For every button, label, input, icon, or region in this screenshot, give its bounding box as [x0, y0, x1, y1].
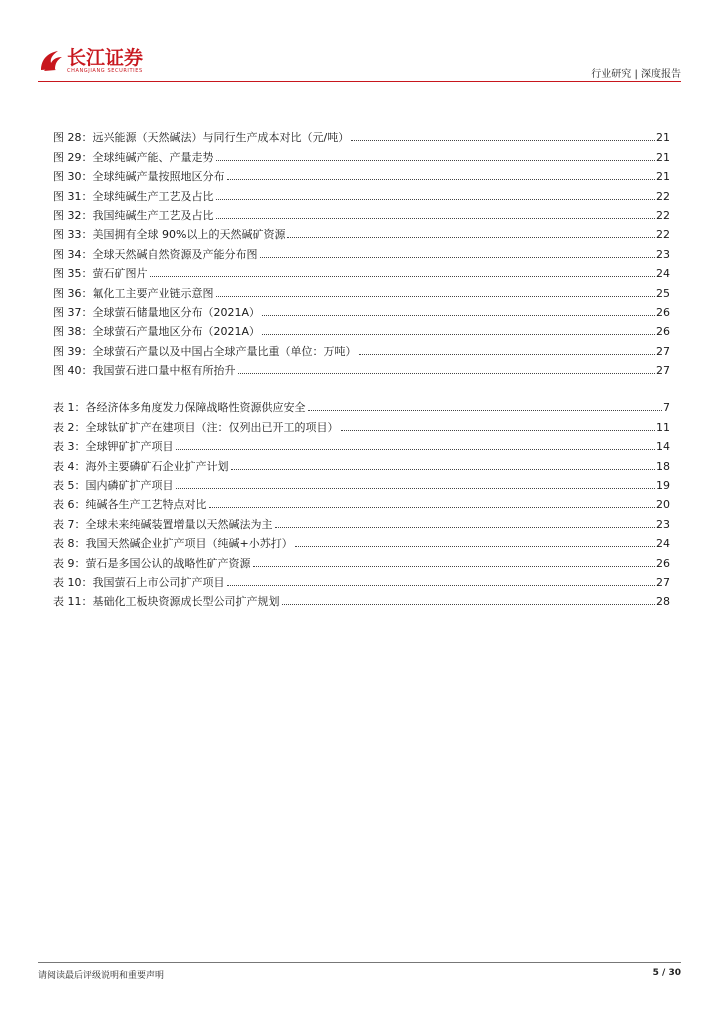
dot-leader	[216, 217, 656, 219]
toc-entry-title: 表 10：我国萤石上市公司扩产项目	[53, 575, 225, 589]
toc-entry-title: 图 34：全球天然碱自然资源及产能分布图	[53, 247, 258, 261]
dot-leader	[176, 487, 656, 489]
toc-entry-title: 图 39：全球萤石产量以及中国占全球产量比重（单位：万吨）	[53, 344, 357, 358]
page-footer	[38, 962, 681, 981]
toc-entry-page: 22	[656, 189, 670, 203]
figure-list	[53, 125, 670, 377]
page-number: 5 / 30	[652, 968, 681, 978]
toc-entry-title: 图 33：美国拥有全球 90%以上的天然碱矿资源	[53, 228, 286, 242]
dot-leader	[227, 178, 656, 180]
toc-figure-entry[interactable]	[53, 144, 670, 163]
toc-entry-page: 21	[656, 170, 670, 184]
toc-entry-page: 21	[656, 131, 670, 145]
toc-figure-entry[interactable]	[53, 280, 670, 299]
dot-leader	[262, 333, 655, 335]
toc-table-entry[interactable]	[53, 434, 670, 453]
toc-figure-entry[interactable]	[53, 300, 670, 319]
dot-leader	[216, 198, 656, 200]
toc-figure-entry[interactable]	[53, 183, 670, 202]
dot-leader	[231, 468, 656, 470]
toc-figure-entry[interactable]	[53, 203, 670, 222]
toc-entry-page: 28	[656, 595, 670, 609]
toc-entry-page: 26	[656, 305, 670, 319]
toc-entry-title: 图 36：氟化工主要产业链示意图	[53, 286, 214, 300]
dot-leader	[253, 565, 656, 567]
toc-entry-title: 表 1：各经济体多角度发力保障战略性资源供应安全	[53, 401, 306, 415]
dot-leader	[351, 139, 655, 141]
dot-leader	[176, 448, 656, 450]
footer-disclaimer: 请阅读最后评级说明和重要声明	[38, 971, 165, 981]
toc-entry-title: 表 11：基础化工板块资源成长型公司扩产规划	[53, 595, 280, 609]
toc-entry-title: 图 35：萤石矿图片	[53, 267, 148, 281]
dot-leader	[216, 295, 656, 297]
footer-divider	[38, 962, 681, 963]
toc-entry-page: 22	[656, 208, 670, 222]
dot-leader	[287, 236, 655, 238]
toc-entry-title: 表 7：全球未来纯碱装置增量以天然碱法为主	[53, 517, 273, 531]
toc-figure-entry[interactable]	[53, 125, 670, 144]
toc-entry-title: 图 32：我国纯碱生产工艺及占比	[53, 208, 214, 222]
toc-figure-entry[interactable]	[53, 241, 670, 260]
toc-entry-title: 表 3：全球钾矿扩产项目	[53, 440, 174, 454]
dot-leader	[227, 584, 656, 586]
page-header	[38, 48, 681, 84]
dot-leader	[359, 353, 656, 355]
toc-entry-page: 25	[656, 286, 670, 300]
toc-table-entry[interactable]	[53, 492, 670, 511]
toc-entry-page: 7	[663, 401, 670, 415]
dot-leader	[150, 275, 656, 277]
toc-entry-page: 20	[656, 498, 670, 512]
toc-entry-title: 表 4：海外主要磷矿石企业扩产计划	[53, 459, 229, 473]
toc-entry-page: 14	[656, 440, 670, 454]
dot-leader	[308, 409, 663, 411]
phoenix-logo-icon	[38, 48, 64, 74]
toc-figure-entry[interactable]	[53, 319, 670, 338]
table-list	[53, 395, 670, 608]
toc-entry-page: 24	[656, 537, 670, 551]
toc-entry-title: 图 37：全球萤石储量地区分布（2021A）	[53, 305, 261, 319]
toc-entry-page: 23	[656, 247, 670, 261]
toc-table-entry[interactable]	[53, 550, 670, 569]
toc-entry-page: 24	[656, 267, 670, 281]
toc-entry-title: 图 28：远兴能源（天然碱法）与同行生产成本对比（元/吨）	[53, 131, 350, 145]
toc-table-entry[interactable]	[53, 414, 670, 433]
toc-entry-title: 表 9：萤石是多国公认的战略性矿产资源	[53, 556, 251, 570]
toc-entry-page: 23	[656, 517, 670, 531]
toc-figure-entry[interactable]	[53, 164, 670, 183]
dot-leader	[238, 372, 656, 374]
toc-entry-page: 26	[656, 325, 670, 339]
toc-entry-page: 27	[656, 364, 670, 378]
toc-entry-title: 图 29：全球纯碱产能、产量走势	[53, 150, 214, 164]
toc-entry-page: 21	[656, 150, 670, 164]
dot-leader	[282, 603, 656, 605]
logo-english-name: CHANGJIANG SECURITIES	[67, 68, 143, 74]
toc-entry-page: 27	[656, 344, 670, 358]
toc-table-entry[interactable]	[53, 395, 670, 414]
toc-entry-title: 表 6：纯碱各生产工艺特点对比	[53, 498, 207, 512]
toc-entry-page: 18	[656, 459, 670, 473]
dot-leader	[260, 256, 656, 258]
toc-figure-entry[interactable]	[53, 222, 670, 241]
header-divider	[38, 81, 681, 82]
toc-figure-entry[interactable]	[53, 338, 670, 357]
logo-chinese-name: 长江证券	[67, 47, 144, 69]
dot-leader	[209, 506, 656, 508]
dot-leader	[341, 429, 656, 431]
toc-entry-page: 22	[656, 228, 670, 242]
toc-entry-title: 图 30：全球纯碱产量按照地区分布	[53, 170, 225, 184]
toc-table-entry[interactable]	[53, 453, 670, 472]
toc-entry-page: 11	[656, 420, 670, 434]
dot-leader	[275, 526, 656, 528]
dot-leader	[262, 314, 655, 316]
toc-table-entry[interactable]	[53, 473, 670, 492]
toc-entry-title: 图 38：全球萤石产量地区分布（2021A）	[53, 325, 261, 339]
report-category: 行业研究 | 深度报告	[591, 69, 681, 80]
toc-table-entry[interactable]	[53, 511, 670, 530]
list-gap	[53, 377, 670, 395]
dot-leader	[295, 545, 655, 547]
dot-leader	[216, 159, 656, 161]
toc-entry-page: 27	[656, 575, 670, 589]
toc-entry-title: 表 8：我国天然碱企业扩产项目（纯碱+小苏打）	[53, 537, 293, 551]
toc-entry-title: 图 31：全球纯碱生产工艺及占比	[53, 189, 214, 203]
toc-entry-title: 图 40：我国萤石进口量中枢有所抬升	[53, 364, 236, 378]
toc-entry-page: 26	[656, 556, 670, 570]
toc-table-entry[interactable]	[53, 589, 670, 608]
toc-entry-title: 表 2：全球钛矿扩产在建项目（注：仅列出已开工的项目）	[53, 420, 339, 434]
table-of-contents	[53, 125, 670, 608]
toc-table-entry[interactable]	[53, 570, 670, 589]
toc-figure-entry[interactable]	[53, 358, 670, 377]
toc-table-entry[interactable]	[53, 531, 670, 550]
toc-entry-title: 表 5：国内磷矿扩产项目	[53, 479, 174, 493]
toc-entry-page: 19	[656, 479, 670, 493]
toc-figure-entry[interactable]	[53, 261, 670, 280]
company-logo	[38, 48, 143, 74]
